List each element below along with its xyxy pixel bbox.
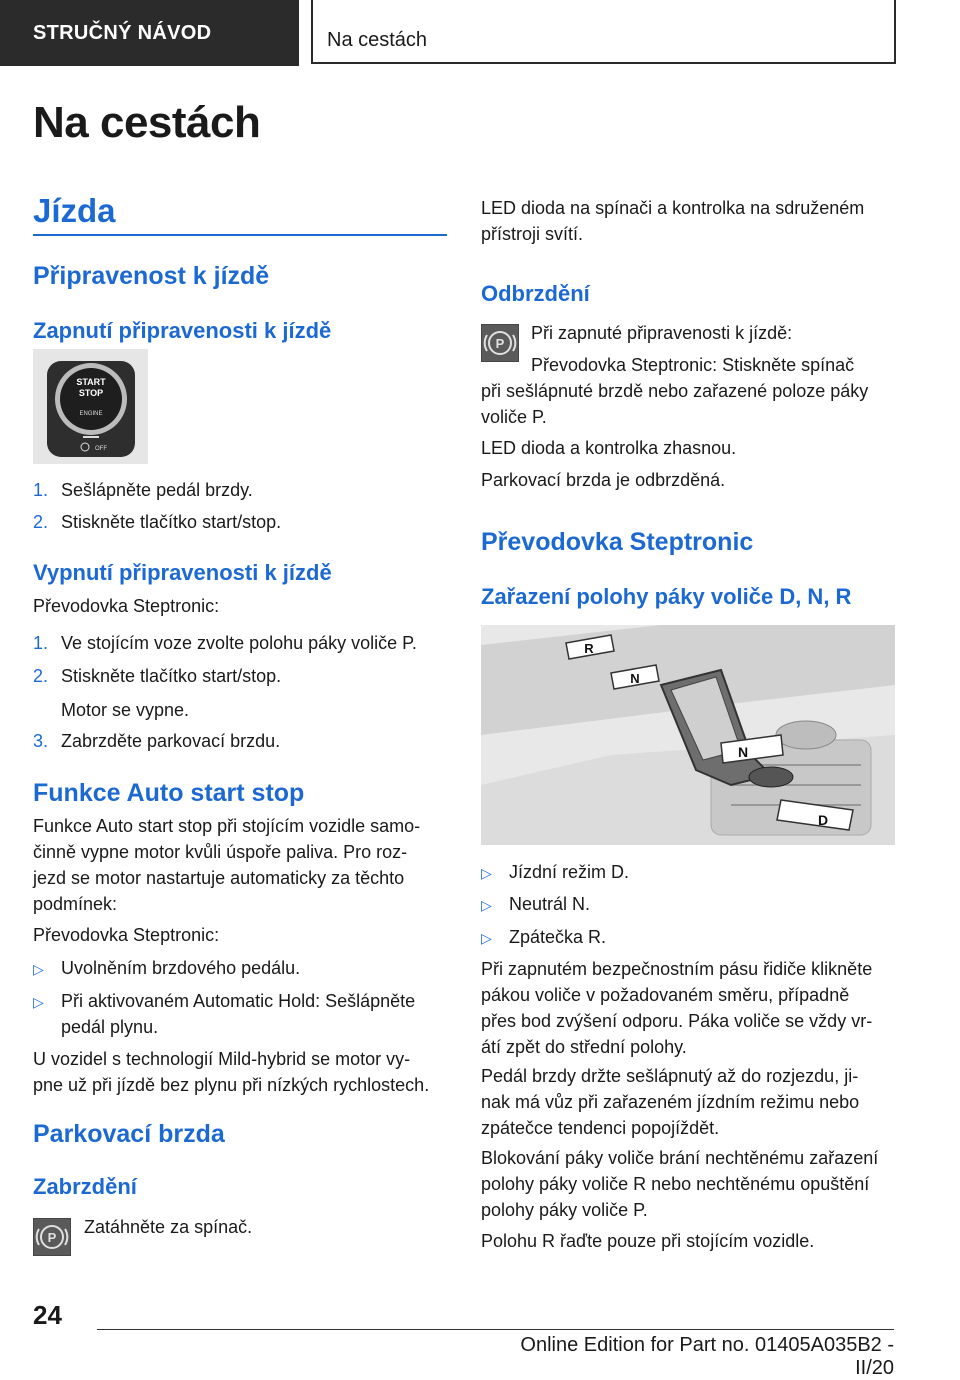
steptronic-bullet-r: ▷ Zpátečka R.: [481, 924, 606, 951]
parking-brake-icon: [481, 324, 519, 362]
auto-start-stop-intro: Převodovka Steptronic:: [33, 925, 220, 945]
led-off-text: LED dioda a kontrolka zhasnou.: [481, 438, 737, 458]
step-off-1: 1. Ve stojícím voze zvolte polohu páky voliče P.: [33, 633, 417, 653]
release-line-4: voliče P.: [481, 407, 547, 427]
heading-auto-start-stop: Funkce Auto start stop: [33, 779, 305, 807]
bullet-triangle-icon: ▷: [481, 897, 492, 913]
bullet-triangle-icon: ▷: [33, 961, 44, 977]
heading-release-brake: Odbrzdění: [481, 281, 590, 306]
footer-rule: [97, 1329, 894, 1330]
steptronic-para1-line-4: átí zpět do střední polohy.: [481, 1037, 687, 1057]
header-chapter-tab: [311, 0, 896, 64]
step-on-1: 1. Sešlápněte pedál brzdy.: [33, 480, 253, 500]
heading-selector-positions: Zařazení polohy páky voliče D, N, R: [481, 584, 852, 609]
page-number: 24: [33, 1300, 62, 1330]
auto-start-stop-bullet-1: ▷ Uvolněním brzdového pedálu.: [33, 955, 300, 982]
mild-hybrid-line-1: U vozidel s technologií Mild-hybrid se motor vy-: [33, 1049, 411, 1069]
bullet-triangle-icon: ▷: [481, 930, 492, 946]
steptronic-para1-line-2: pákou voliče v požadovaném směru, případně: [481, 985, 850, 1005]
gear-n-top-label: N: [630, 671, 640, 686]
steptronic-para1-line-3: přes bod zvýšení odporu. Páka voliče se vždy vr-: [481, 1011, 873, 1031]
release-line-3: při sešlápnuté brzdě nebo zařazené poloze páky: [481, 381, 869, 401]
auto-start-stop-bullet-2: ▷ Při aktivovaném Automatic Hold: Sešlápněte: [33, 988, 415, 1015]
step-off-note: Motor se vypne.: [61, 700, 190, 720]
apply-brake-text: Zatáhněte za spínač.: [84, 1217, 253, 1237]
led-line-2: přístroji svítí.: [481, 224, 584, 244]
start-stop-button-image: [33, 349, 148, 464]
gear-selector-image: [481, 625, 895, 845]
steptronic-para4: Polohu R řaďte pouze při stojícím vozidle.: [481, 1231, 815, 1251]
steptronic-para3-line-1: Blokování páky voliče brání nechtěnému zařazení: [481, 1148, 879, 1168]
auto-start-stop-line-1: Funkce Auto start stop při stojícím vozidle samo-: [33, 816, 421, 836]
heading-readiness: Připravenost k jízdě: [33, 262, 270, 290]
heading-readiness-on: Zapnutí připravenosti k jízdě: [33, 318, 332, 343]
section-heading-jizda: Jízda: [33, 192, 116, 229]
step-off-3: 3. Zabrzděte parkovací brzdu.: [33, 731, 281, 751]
gear-d-label: D: [817, 812, 829, 828]
bullet-triangle-icon: ▷: [481, 865, 492, 881]
mild-hybrid-line-2: pne už při jízdě bez plynu při nízkých rychlostech.: [33, 1075, 430, 1095]
auto-start-stop-bullet-2-cont: pedál plynu.: [61, 1017, 159, 1037]
steptronic-para2-line-3: zpátečce tendenci popojíždět.: [481, 1118, 720, 1138]
heading-parking-brake: Parkovací brzda: [33, 1120, 225, 1148]
heading-readiness-off: Vypnutí připravenosti k jízdě: [33, 560, 332, 585]
off-label: OFF: [95, 446, 107, 452]
bullet-triangle-icon: ▷: [33, 994, 44, 1010]
steptronic-para1-line-1: Při zapnutém bezpečnostním pásu řidiče klikněte: [481, 959, 873, 979]
steptronic-para2-line-2: nak má vůz při zařazeném jízdním režimu nebo: [481, 1092, 860, 1112]
engine-label: ENGINE: [79, 411, 103, 417]
header-chapter-label: Na cestách: [327, 29, 428, 51]
step-off-2: 2. Stiskněte tlačítko start/stop.: [33, 666, 282, 686]
steptronic-para2-line-1: Pedál brzdy držte sešlápnutý až do rozjezdu, ji-: [481, 1066, 859, 1086]
section-rule: [33, 234, 447, 236]
release-line-1: Při zapnuté připravenosti k jízdě:: [531, 323, 793, 343]
page-title: Na cestách: [33, 98, 261, 147]
led-line-1: LED dioda na spínači a kontrolka na sdruženém: [481, 198, 865, 218]
parking-brake-icon: [33, 1218, 71, 1256]
steptronic-para3-line-2: polohy páky voliče R nebo nechtěnému opuštění: [481, 1174, 870, 1194]
heading-apply-brake: Zabrzdění: [33, 1174, 137, 1199]
heading-steptronic: Převodovka Steptronic: [481, 528, 754, 556]
steptronic-para3-line-3: polohy páky voliče P.: [481, 1200, 648, 1220]
stop-label: STOP: [78, 388, 104, 398]
steptronic-bullet-n: ▷ Neutrál N.: [481, 891, 590, 918]
gear-r-label: R: [584, 641, 594, 656]
svg-text:P: P: [495, 336, 505, 351]
gear-n-lever-label: N: [737, 744, 749, 760]
off-intro: Převodovka Steptronic:: [33, 596, 220, 616]
footer-edition: Online Edition for Part no. 01405A035B2 - II/20: [520, 1334, 894, 1379]
svg-text:P: P: [47, 1230, 57, 1245]
released-text: Parkovací brzda je odbrzděná.: [481, 470, 726, 490]
auto-start-stop-line-4: podmínek:: [33, 894, 118, 914]
release-line-2: Převodovka Steptronic: Stiskněte spínač: [531, 355, 855, 375]
auto-start-stop-line-3: jezd se motor nastartuje automaticky za těchto: [33, 868, 405, 888]
auto-start-stop-line-2: činně vypne motor kvůli úspoře paliva. Pro roz-: [33, 842, 408, 862]
step-on-2: 2. Stiskněte tlačítko start/stop.: [33, 512, 282, 532]
steptronic-bullet-d: ▷ Jízdní režim D.: [481, 859, 629, 886]
header-section-tab: STRUČNÝ NÁVOD: [0, 0, 299, 66]
start-label: START: [76, 377, 106, 387]
